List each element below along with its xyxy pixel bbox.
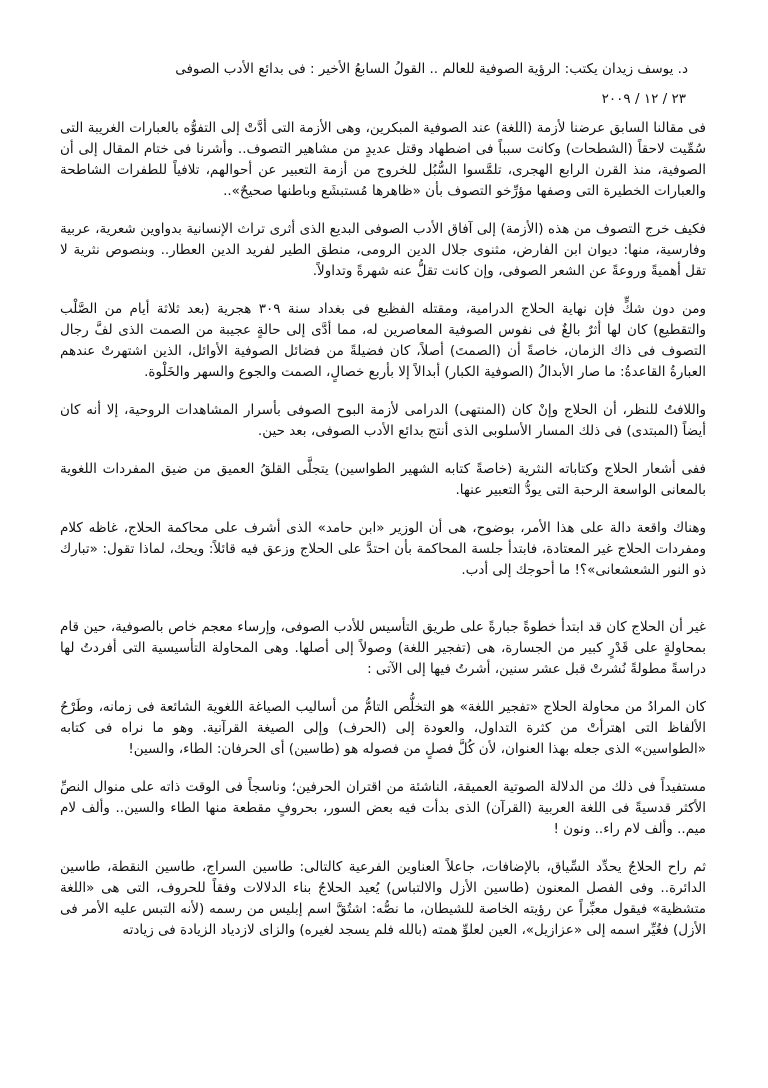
paragraph: مستفيداً فى ذلك من الدلالة الصوتية العميقة، الناشئة من اقتران الحرفين؛ وناسجاً فى الوقت ذاته على منوال النصِّ الأكثر قدسيةً فى اللغة العربية (القرآن) الذى بدأت فيه بعض السور، بحروفٍ مقطعة منها الطاء والسين.. وألف لام ميم.. وألف لام راء.. ونون ! xyxy=(60,779,706,837)
paragraph: فى مقالنا السابق عرضنا لأزمة (اللغة) عند الصوفية المبكرين، وهى الأزمة التى أدَّتْ إلى التفوُّه بالعبارات الغريبة التى سُمِّيت لاحقاً (الشطحات) وكانت سبباً فى اضطهاد وقتل عديدٍ من مشاهير التصوف.. وأشرنا فى ختام المقال إلى أن الصوفية، منذ القرن الرابع الهجرى، تلمَّسوا السُّبُل للخروج من أزمة التعبير عن أحوالهم، تلافياً للطفرات الشاطحة والعبارات الخطيرة التى وصفها مؤرِّخو التصوف بأن «ظاهرها مُستبشَع وباطنها صحيحٌ».. xyxy=(60,120,706,199)
paragraph: فكيف خرج التصوف من هذه (الأزمة) إلى آفاق الأدب الصوفى البديع الذى أثرى تراث الإنسانية بدواوين شعرية، عربية وفارسية، منها: ديوان ابن الفارض، مثنوى جلال الدين الرومى، منطق الطير لفريد الدين العطار.. وبنصوص نثرية لا تقل أهميةً وروعةً عن الشعر الصوفى، وإن كانت تقلُّ عنه شهرةً وتداولاً. xyxy=(60,221,706,279)
paragraph: ففى أشعار الحلاج وكتاباته النثرية (خاصةً كتابه الشهير الطواسين) يتجلَّى القلقُ العميق من ضيق المفردات اللغوية بالمعانى الواسعة الرحبة التى يودُّ التعبير عنها. xyxy=(60,461,706,498)
paragraph: وهناك واقعة دالة على هذا الأمر، بوضوح، هى أن الوزير «ابن حامد» الذى أشرف على محاكمة الحلاج، غاظه كلام ومفردات الحلاج غير المعتادة، فابتدأ جلسة المحاكمة بأن احتدَّ على الحلاج وزعق فيه قائلاً: ويحك، لماذا تقول: «تبارك ذو النور الشعشعانى»؟! ما أحوجك إلى أدب. xyxy=(60,520,706,578)
article-header: د. يوسف زيدان يكتب: الرؤية الصوفية للعالم .. القولُ السابعُ الأخير : فى بدائع الأدب الصوفى xyxy=(175,61,688,77)
paragraph: كان المرادُ من محاولة الحلاج «تفجير اللغة» هو التخلُّص التامُّ من أساليب الصياغة اللغوية الشائعة فى زمانه، وطَرْحُ الألفاظ التى اهترأتْ من كثرة التداول، والعودة إلى (الحرف) وإلى الصيغة القرآنية. وهو ما نراه فى كتابه «الطواسين» الذى جعله بهذا العنوان، لأن كُلَّ فصلٍ من فصوله هو (طاسين) أى الحرفان: الطاء، والسين! xyxy=(60,699,706,757)
paragraph: ومن دون شكٍّ فإن نهاية الحلاج الدرامية، ومقتله الفظيع فى بغداد سنة ٣٠٩ هجرية (بعد ثلاثة أيام من الصَّلْب والتقطيع) كان لها أثرٌ بالغٌ فى نفوس الصوفية المعاصرين له، مما أدَّى إلى حالةٍ عجيبة من الصمت الذى لفَّ رجال التصوف فى ذاك الزمان، خاصةً أن (الصمتَ) أصلاً، كان فضيلةً من فضائل الصوفية الأوائل، الذين اشتهرتْ عندهم العبارةُ القاعدةُ: ما صار الأبدالُ (الصوفية الكبار) أبدالاً إلا بأربع خصالٍ، الصمت والجوع والسهر والخَلْوة. xyxy=(60,301,706,380)
article-date: ٢٣ / ١٢ / ٢٠٠٩ xyxy=(601,91,686,107)
paragraph: ثم راح الحلاجُ يحدِّد السِّياق، بالإضافات، جاعلاً العناوين الفرعية كالتالى: طاسين السراج، طاسين النقطة، طاسين الدائرة.. وفى الفصل المعنون (طاسين الأزل والالتباس) يُعيد الحلاجُ بناء الدلالات وفقاً للحروف، التى هى «اللغة متشظية» فيقول معبِّراً عن رؤيته الخاصة للشيطان، ما نصُّه: اشتُقَّ اسم إبليس من رسمه (لأنه التبس عليه الأمر فى الأزل) فغُيِّر اسمه إلى «عزازيل»، العين لعلوِّ همته (بالله فلم يسجد لغيره) والزاى لازدياد الزيادة فى زيادته xyxy=(60,859,706,938)
paragraph: غير أن الحلاج كان قد ابتدأ خطوةً جبارةً على طريق التأسيس للأدب الصوفى، وإرساء معجم خاص بالصوفية، حين قام بمحاولةٍ على قَدْرٍ كبير من الجسارة، هى (تفجير اللغة) وصولاً إلى أصلها. وهى المحاولة التأسيسية التى أفردتُ لها دراسةً مطولةً نُشرتْ قبل عشر سنين، أشرتُ فيها إلى الآتى : xyxy=(60,619,706,677)
paragraph: واللافتُ للنظر، أن الحلاج وإنْ كان (المنتهى) الدرامى لأزمة البوح الصوفى بأسرار المشاهدات الروحية، إلا أنه كان أيضاً (المبتدى) فى ذلك المسار الأسلوبى الذى أنتج بدائع الأدب الصوفى، بعد حين. xyxy=(60,402,706,439)
